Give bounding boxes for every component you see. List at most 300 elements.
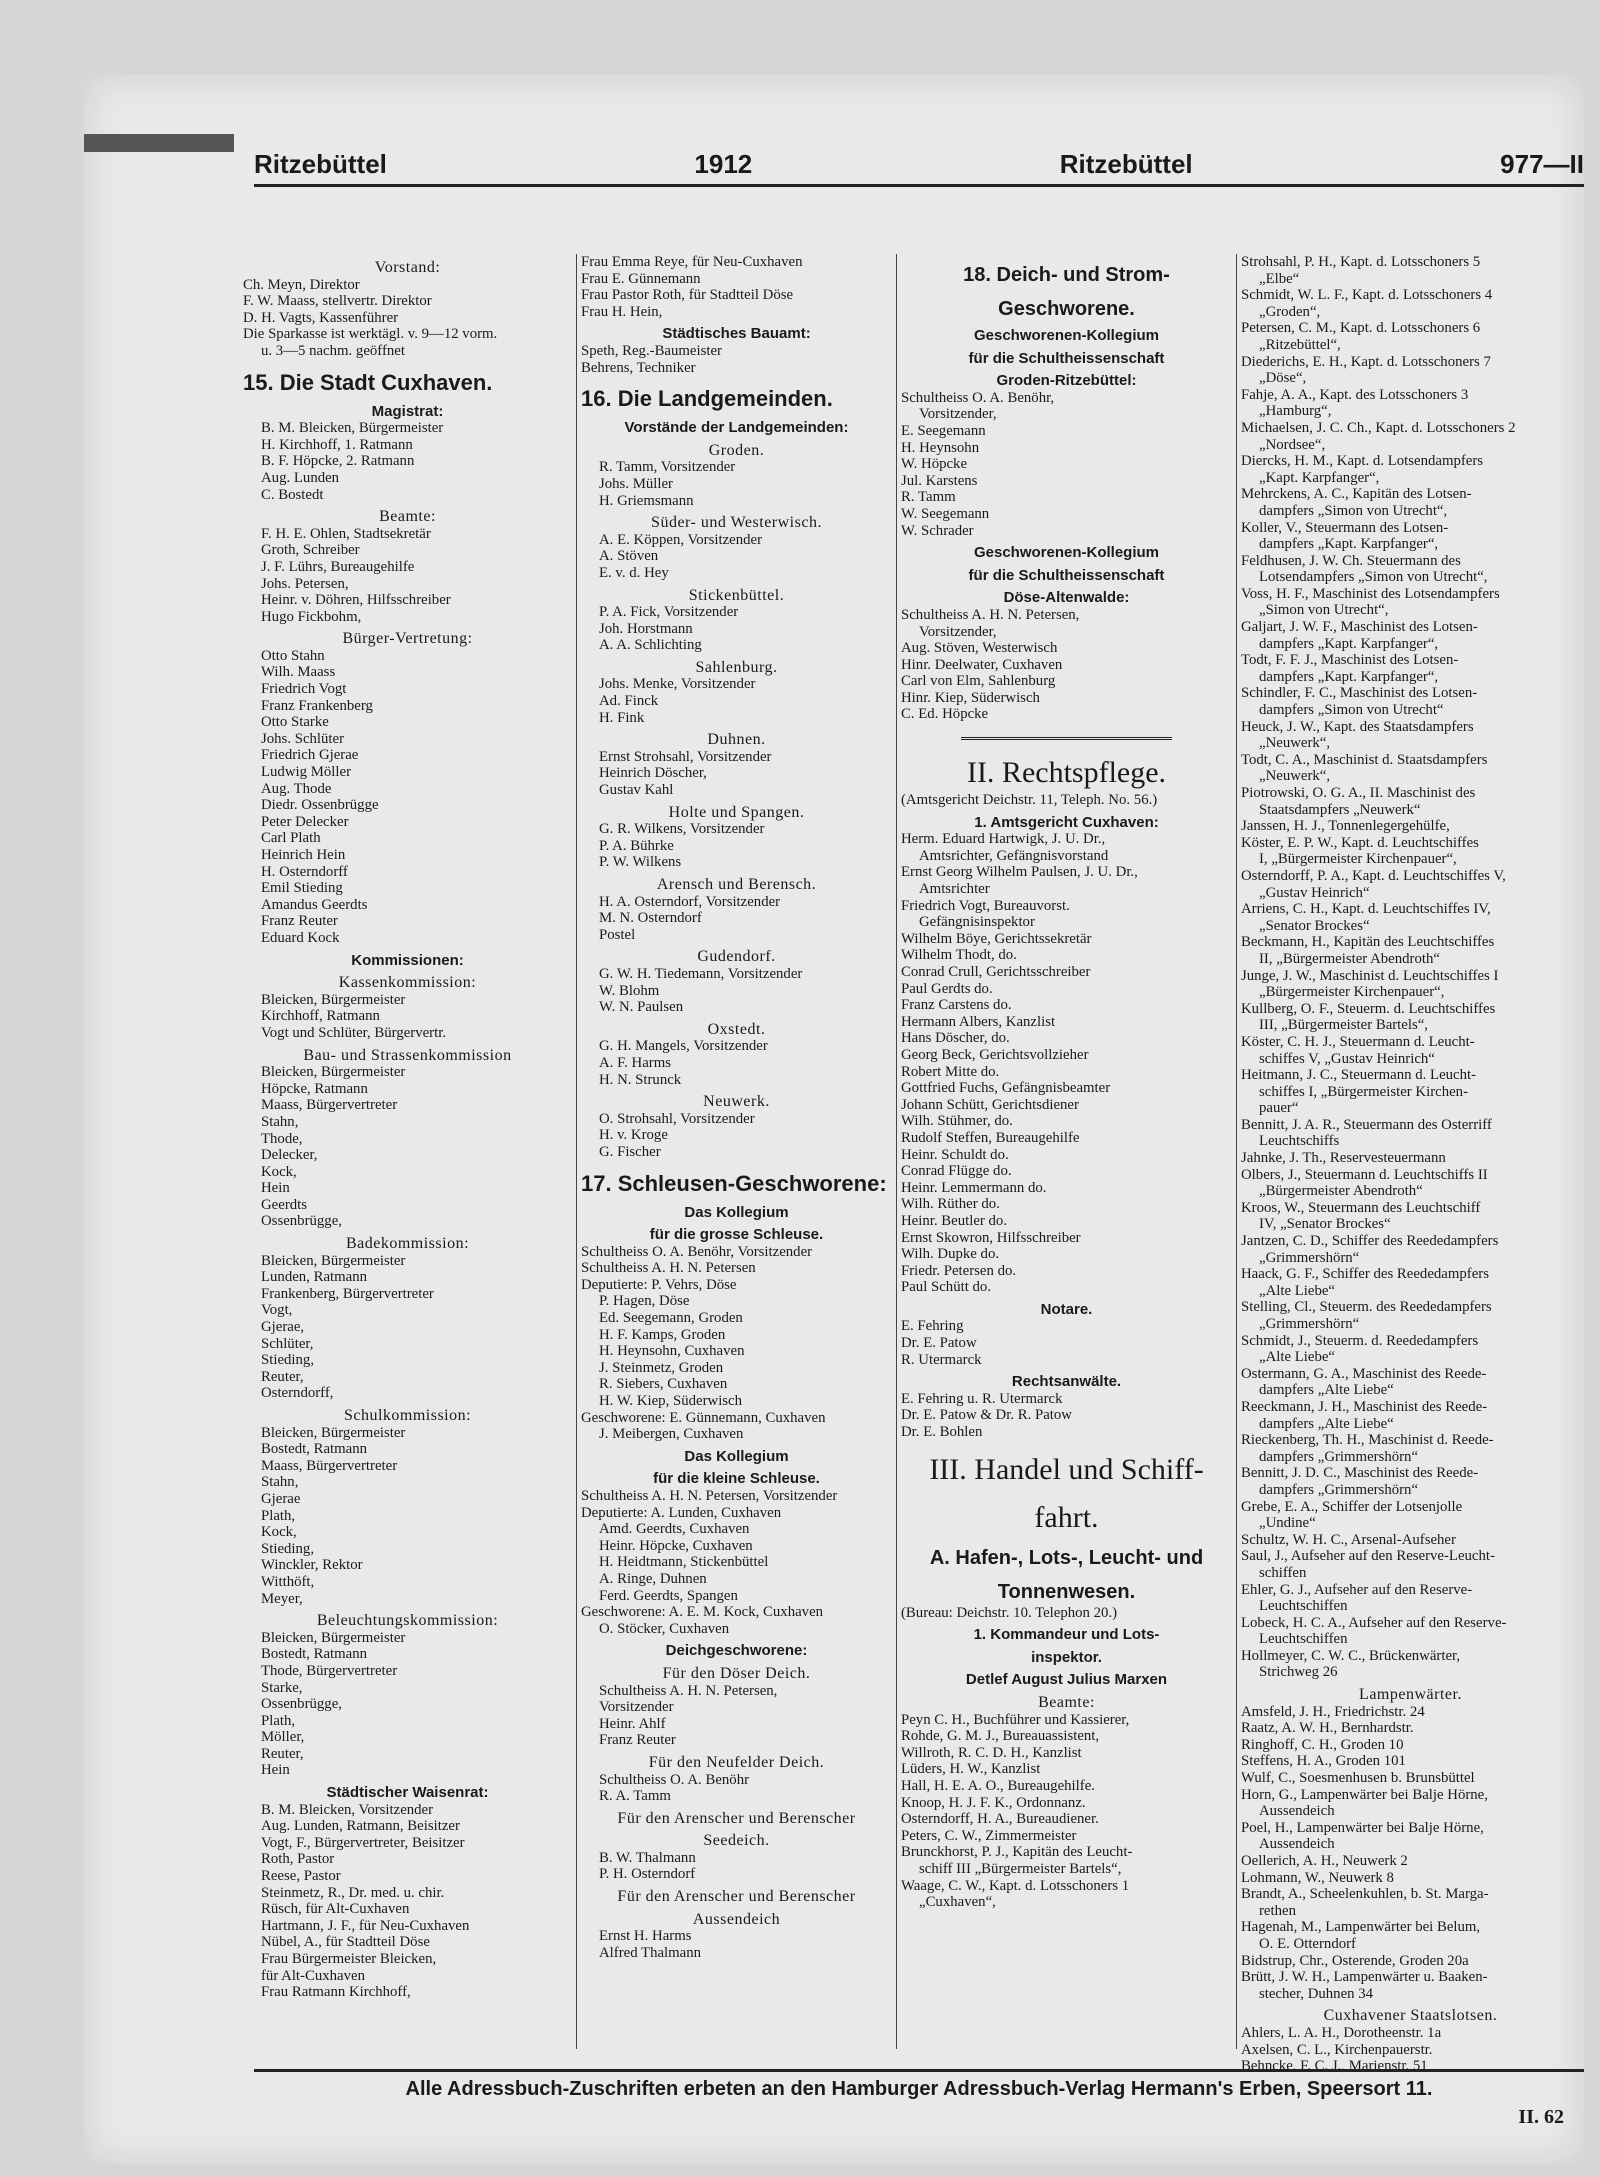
entry-line: Aug. Thode xyxy=(261,780,332,797)
entry-line: Schultheiss A. H. N. Petersen xyxy=(581,1260,756,1277)
entry-line: „Simon von Utrecht“, xyxy=(1259,602,1389,619)
entry-line: Johs. Schlüter xyxy=(261,730,345,747)
entry-line: Osterndorff, xyxy=(261,1385,334,1402)
entry-line: Koller, V., Steuermann des Lotsen- xyxy=(1241,519,1449,536)
entry-line: „Hamburg“, xyxy=(1259,403,1332,420)
entry-line: Oellerich, A. H., Neuwerk 2 xyxy=(1241,1853,1408,1869)
entry-line: H. Osterndorff xyxy=(261,863,348,880)
entry-line: III, „Bürgermeister Bartels“, xyxy=(1259,1017,1429,1034)
entry-line: Behrens, Techniker xyxy=(581,359,696,376)
entry-line: Steinmetz, R., Dr. med. u. chir. xyxy=(261,1884,445,1901)
entry-line: Todt, F. F. J., Maschinist des Lotsen- xyxy=(1241,652,1459,669)
entry-line: W. Höpcke xyxy=(901,456,968,473)
entry-line: Amtsrichter xyxy=(919,881,990,898)
column-2 xyxy=(577,254,897,2049)
entry-line: W. Schrader xyxy=(901,522,974,539)
entry-line: Frau Ratmann Kirchhoff, xyxy=(261,1984,411,2001)
entry-line: Thode, xyxy=(261,1130,303,1147)
entry-line: Brandt, A., Scheelenkuhlen, b. St. Marga- xyxy=(1241,1886,1489,1903)
entry-line: Kock, xyxy=(261,1524,297,1541)
entry-line: Hugo Fickbohm, xyxy=(261,608,362,625)
entry-line: Starke, xyxy=(261,1679,303,1696)
section-heading: Sahlenburg. xyxy=(695,658,778,676)
entry-line: Robert Mitte do. xyxy=(901,1063,1000,1080)
entry-line: schiff III „Bürgermeister Bartels“, xyxy=(919,1860,1122,1877)
section-heading: Aussendeich xyxy=(692,1910,781,1928)
entry-line: P. Hagen, Döse xyxy=(599,1293,690,1310)
section-heading: Deichgeschworene: xyxy=(665,1642,808,1660)
columns xyxy=(239,254,1584,2075)
column-1 xyxy=(239,254,577,2049)
entry-line: Friedrich Vogt, Bureauvorst. xyxy=(901,897,1070,914)
entry-line: Friedrich Gjerae xyxy=(261,747,359,764)
entry-line: Horn, G., Lampenwärter bei Balje Hörne, xyxy=(1241,1786,1488,1803)
entry-line: P. A. Fick, Vorsitzender xyxy=(599,604,739,621)
entry-line: H. v. Kroge xyxy=(599,1127,668,1144)
entry-line: Wulf, C., Soesmenhusen b. Brunsbüttel xyxy=(1241,1770,1475,1787)
entry-line: Ostermann, G. A., Maschinist des Reede- xyxy=(1241,1365,1487,1382)
section-heading: Döse-Altenwalde: xyxy=(1003,589,1130,607)
section-heading: für die Schultheissenschaft xyxy=(968,566,1165,584)
entry-line: Bidstrup, Chr., Osterende, Groden 20a xyxy=(1241,1952,1469,1969)
entry-line: Herm. Eduard Hartwigk, J. U. Dr., xyxy=(901,831,1106,848)
entry-line: Peyn C. H., Buchführer und Kassierer, xyxy=(901,1711,1130,1728)
entry-line: Bostedt, Ratmann xyxy=(261,1441,368,1458)
entry-line: Jahnke, J. Th., Reservesteuermann xyxy=(1241,1150,1446,1167)
entry-line: Franz Carstens do. xyxy=(901,997,1012,1014)
entry-line: A. Ringe, Duhnen xyxy=(599,1570,707,1587)
entry-line: Höpcke, Ratmann xyxy=(261,1080,368,1097)
section-heading: Das Kollegium xyxy=(684,1203,789,1221)
entry-line: Heinrich Hein xyxy=(261,847,346,863)
section-heading: Für den Arenscher und Berenscher xyxy=(617,1888,856,1906)
entry-line: Junge, J. W., Maschinist d. Leuchtschiffes I xyxy=(1241,967,1499,984)
entry-line: Stieding, xyxy=(261,1540,315,1557)
entry-line: Wilhelm Thodt, do. xyxy=(901,947,1017,964)
entry-line: Otto Starke xyxy=(261,714,329,731)
section-heading: Beleuchtungskommission: xyxy=(316,1612,499,1630)
entry-line: H. Heidtmann, Stickenbüttel xyxy=(599,1554,769,1571)
entry-line: Frau E. Günnemann xyxy=(581,270,701,287)
entry-line: dampfers „Grimmershörn“ xyxy=(1259,1481,1419,1498)
entry-line: Bostedt, Ratmann xyxy=(261,1646,368,1663)
entry-line: Diedr. Ossenbrügge xyxy=(261,797,379,814)
entry-line: Osterndorff, P. A., Kapt. d. Leuchtschiffes V, xyxy=(1241,867,1506,884)
section-heading: Duhnen. xyxy=(707,731,766,749)
entry-line: Johs. Müller xyxy=(599,475,673,492)
entry-line: H. N. Strunck xyxy=(599,1071,682,1088)
entry-line: Leuchtschiffen xyxy=(1259,1631,1348,1648)
entry-line: Gottfried Fuchs, Gefängnisbeamter xyxy=(901,1080,1111,1097)
entry-line: Deputierte: P. Vehrs, Döse xyxy=(581,1276,737,1293)
section-heading: Für den Neufelder Deich. xyxy=(648,1753,825,1771)
entry-line: Franz Frankenberg xyxy=(261,697,373,714)
entry-line: Nübel, A., für Stadtteil Döse xyxy=(261,1934,430,1951)
entry-line: Hermann Albers, Kanzlist xyxy=(901,1013,1056,1030)
entry-line: Friedr. Petersen do. xyxy=(901,1262,1017,1279)
entry-line: Reese, Pastor xyxy=(261,1868,341,1885)
header-right: Ritzebüttel xyxy=(1059,148,1193,179)
entry-line: IV, „Senator Brockes“ xyxy=(1259,1216,1391,1233)
section-heading: Für den Arenscher und Berenscher xyxy=(617,1809,856,1827)
entry-line: Schmidt, W. L. F., Kapt. d. Lotsschoners 4 xyxy=(1241,287,1493,304)
entry-line: schiffes V, „Gustav Heinrich“ xyxy=(1259,1050,1435,1067)
entry-line: Amandus Geerdts xyxy=(261,896,368,913)
entry-line: rethen xyxy=(1259,1902,1296,1919)
entry-line: Georg Beck, Gerichtsvollzieher xyxy=(901,1046,1089,1063)
entry-line: Voss, H. F., Maschinist des Lotsendampfers xyxy=(1241,585,1500,602)
section-heading: Oxstedt. xyxy=(707,1020,766,1038)
entry-line: Heinr. Lemmermann do. xyxy=(901,1179,1047,1196)
entry-line: Heitmann, J. C., Steuermann d. Leucht- xyxy=(1241,1067,1477,1084)
entry-line: Johs. Petersen, xyxy=(261,575,349,592)
entry-line: (Bureau: Deichstr. 10. Telephon 20.) xyxy=(901,1604,1118,1621)
footer-notice: Alle Adressbuch-Zuschriften erbeten an den Hamburger Adressbuch-Verlag Hermann's Erben, Speersort 11. xyxy=(405,2078,1433,2100)
entry-line: „Ritzebüttel“, xyxy=(1259,336,1341,353)
entry-line: Bleicken, Bürgermeister xyxy=(261,991,406,1008)
entry-line: Willroth, R. C. D. H., Kanzlist xyxy=(901,1744,1082,1761)
entry-line: Reeckmann, J. H., Maschinist des Reede- xyxy=(1241,1398,1488,1415)
section-heading: 16. Die Landgemeinden. xyxy=(581,386,833,412)
entry-line: Kullberg, O. F., Steuerm. d. Leuchtschiffes xyxy=(1241,1000,1496,1017)
entry-line: Schlüter, xyxy=(261,1335,314,1352)
entry-line: dampfers „Alte Liebe“ xyxy=(1259,1382,1394,1399)
entry-line: Heinr. Höpcke, Cuxhaven xyxy=(599,1537,753,1554)
entry-line: Stahn, xyxy=(261,1474,299,1491)
entry-line: Ringhoff, C. H., Groden 10 xyxy=(1241,1736,1404,1753)
entry-line: Lobeck, H. C. A., Aufseher auf den Reserve- xyxy=(1241,1614,1507,1631)
section-heading: Schulkommission: xyxy=(343,1407,472,1424)
entry-line: Schultheiss A. H. N. Petersen, xyxy=(599,1682,778,1699)
section-heading: Geschworenen-Kollegium xyxy=(973,544,1160,562)
entry-line: „Alte Liebe“ xyxy=(1259,1349,1335,1366)
entry-line: Schultz, W. H. C., Arsenal-Aufseher xyxy=(1241,1531,1456,1548)
entry-line: O. Stöcker, Cuxhaven xyxy=(599,1620,730,1637)
entry-line: Speth, Reg.-Baumeister xyxy=(581,342,722,359)
entry-line: u. 3—5 nachm. geöffnet xyxy=(261,342,405,359)
entry-line: Bleicken, Bürgermeister xyxy=(261,1424,406,1441)
entry-line: Haack, G. F., Schiffer des Reededampfers xyxy=(1241,1266,1489,1283)
entry-line: Osterndorff, H. A., Bureaudiener. xyxy=(901,1811,1099,1828)
entry-line: R. A. Tamm xyxy=(599,1788,671,1805)
entry-line: Paul Schütt do. xyxy=(901,1279,992,1296)
entry-line: Vogt, xyxy=(261,1302,293,1319)
entry-line: O. E. Otterndorf xyxy=(1259,1935,1356,1952)
entry-line: „Alte Liebe“ xyxy=(1259,1282,1335,1299)
entry-line: Todt, C. A., Maschinist d. Staatsdampfers xyxy=(1241,751,1488,768)
entry-line: Dr. E. Patow xyxy=(901,1335,977,1352)
entry-line: Witthöft, xyxy=(261,1573,315,1590)
document-page xyxy=(84,74,1584,2164)
entry-line: Mehrckens, A. C., Kapitän des Lotsen- xyxy=(1241,486,1472,503)
entry-line: Schultheiss A. H. N. Petersen, Vorsitzender xyxy=(581,1488,838,1504)
entry-line: Hagenah, M., Lampenwärter bei Belum, xyxy=(1241,1919,1481,1936)
entry-line: Schultheiss O. A. Benöhr xyxy=(599,1771,750,1788)
entry-line: dampfers „Grimmershörn“ xyxy=(1259,1448,1419,1465)
entry-line: Fahje, A. A., Kapt. des Lotsschoners 3 xyxy=(1241,386,1469,403)
entry-line: „Bürgermeister Kirchenpauer“, xyxy=(1259,984,1445,1001)
entry-line: Ernst Skowron, Hilfsschreiber xyxy=(901,1229,1081,1246)
entry-line: R. Utermarck xyxy=(901,1351,982,1368)
entry-line: Rüsch, für Alt-Cuxhaven xyxy=(261,1901,410,1918)
entry-line: Franz Reuter xyxy=(261,913,338,930)
entry-line: dampfers „Kapt. Karpfanger“, xyxy=(1259,635,1439,652)
entry-line: Aussendeich xyxy=(1259,1803,1335,1820)
entry-line: Lotsendampfers „Simon von Utrecht“, xyxy=(1259,569,1488,586)
section-heading: Tonnenwesen. xyxy=(997,1580,1136,1603)
entry-line: Bleicken, Bürgermeister xyxy=(261,1064,406,1081)
section-heading: Rechtsanwälte. xyxy=(1011,1373,1122,1391)
entry-line: W. N. Paulsen xyxy=(599,999,684,1016)
entry-line: R. Tamm xyxy=(901,489,956,506)
section-heading: II. Rechtspflege. xyxy=(966,756,1167,790)
section-heading: Notare. xyxy=(1040,1300,1093,1318)
entry-line: „Undine“ xyxy=(1259,1515,1316,1532)
entry-line: Hall, H. E. A. O., Bureaugehilfe. xyxy=(901,1777,1095,1794)
entry-line: Raatz, A. W. H., Bernhardstr. xyxy=(1241,1720,1414,1737)
entry-line: Frau Bürgermeister Bleicken, xyxy=(261,1951,437,1967)
entry-line: Olbers, J., Steuermann d. Leuchtschiffs II xyxy=(1241,1166,1488,1183)
entry-line: Groth, Schreiber xyxy=(261,542,360,559)
entry-line: Gefängnisinspektor xyxy=(919,914,1035,931)
entry-line: F. W. Maass, stellvertr. Direktor xyxy=(243,293,432,310)
entry-line: Friedrich Vogt xyxy=(261,681,347,698)
header-left: Ritzebüttel xyxy=(254,148,387,179)
entry-line: Rieckenberg, Th. H., Maschinist d. Reede- xyxy=(1241,1432,1494,1449)
entry-line: Delecker, xyxy=(261,1147,318,1164)
entry-line: Amtsrichter, Gefängnisvorstand xyxy=(919,847,1109,864)
entry-line: Ferd. Geerdts, Spangen xyxy=(599,1587,738,1604)
page-tab-marker xyxy=(84,134,234,152)
entry-line: B. W. Thalmann xyxy=(599,1849,696,1866)
entry-line: Dr. E. Bohlen xyxy=(901,1424,983,1441)
section-heading: fahrt. xyxy=(1034,1500,1099,1534)
section-heading: 15. Die Stadt Cuxhaven. xyxy=(243,369,493,395)
section-heading: Beamte: xyxy=(1038,1694,1095,1711)
entry-line: Strohsahl, P. H., Kapt. d. Lotsschoners 5 xyxy=(1241,254,1481,270)
entry-line: P. H. Osterndorf xyxy=(599,1866,696,1883)
entry-line: „Elbe“ xyxy=(1259,270,1300,287)
entry-line: Schmidt, J., Steuerm. d. Reededampfers xyxy=(1241,1332,1479,1349)
entry-line: C. Bostedt xyxy=(261,486,324,503)
entry-line: Deputierte: A. Lunden, Cuxhaven xyxy=(581,1504,782,1521)
entry-line: Reuter, xyxy=(261,1745,304,1762)
section-heading: Cuxhavener Staatslotsen. xyxy=(1323,2007,1498,2025)
entry-line: Plath, xyxy=(261,1712,296,1729)
entry-line: E. Fehring xyxy=(901,1318,964,1335)
entry-line: Maass, Bürgervertreter xyxy=(261,1457,398,1474)
page-footer xyxy=(254,2069,1584,2132)
section-heading: Süder- und Westerwisch. xyxy=(651,514,822,532)
entry-line: E. Seegemann xyxy=(901,422,986,439)
entry-line: Ahlers, L. A. H., Dorotheenstr. 1a xyxy=(1241,2024,1442,2041)
section-heading: Kassenkommission: xyxy=(338,974,477,992)
entry-line: Petersen, C. M., Kapt. d. Lotsschoners 6 xyxy=(1241,320,1481,337)
section-heading: Neuwerk. xyxy=(703,1093,770,1111)
section-divider xyxy=(961,737,1172,740)
entry-line: Saul, J., Aufseher auf den Reserve-Leucht- xyxy=(1241,1548,1495,1565)
section-heading: Holte und Spangen. xyxy=(668,803,805,821)
entry-line: A. Stöven xyxy=(599,548,659,565)
entry-line: Die Sparkasse ist werktägl. v. 9—12 vorm. xyxy=(243,326,498,343)
entry-line: Emil Stieding xyxy=(261,880,343,897)
entry-line: stecher, Duhnen 34 xyxy=(1259,1985,1374,2002)
entry-line: Knoop, H. J. F. K., Ordonnanz. xyxy=(901,1794,1086,1811)
entry-line: G. Fischer xyxy=(599,1143,661,1160)
entry-line: E. v. d. Hey xyxy=(599,564,669,581)
entry-line: H. A. Osterndorf, Vorsitzender xyxy=(599,893,781,910)
entry-line: schiffen xyxy=(1259,1564,1307,1581)
entry-line: dampfers „Kapt. Karpfanger“, xyxy=(1259,536,1439,553)
section-heading: Stickenbüttel. xyxy=(688,586,785,604)
column-4 xyxy=(1237,254,1584,2075)
entry-line: Carl Plath xyxy=(261,830,321,847)
entry-line: Hinr. Kiep, Süderwisch xyxy=(901,689,1040,706)
entry-line: Aug. Lunden, Ratmann, Beisitzer xyxy=(261,1818,460,1835)
entry-line: Hollmeyer, C. W. C., Brückenwärter, xyxy=(1241,1647,1461,1664)
entry-line: „Grimmershörn“ xyxy=(1259,1316,1360,1332)
entry-line: Bleicken, Bürgermeister xyxy=(261,1252,406,1269)
entry-line: „Neuwerk“, xyxy=(1259,735,1331,752)
entry-line: W. Seegemann xyxy=(901,505,990,522)
entry-line: Vorsitzender, xyxy=(919,623,997,640)
section-heading: für die grosse Schleuse. xyxy=(649,1226,824,1244)
entry-line: Roth, Pastor xyxy=(261,1851,335,1868)
entry-line: H. W. Kiep, Süderwisch xyxy=(599,1393,743,1410)
entry-line: A. F. Harms xyxy=(599,1054,671,1071)
entry-line: „Nordsee“, xyxy=(1259,436,1326,453)
entry-line: Schultheiss A. H. N. Petersen, xyxy=(901,606,1080,623)
entry-line: Janssen, H. J., Tonnenlegergehülfe, xyxy=(1241,818,1450,835)
entry-line: Poel, H., Lampenwärter bei Balje Hörne, xyxy=(1241,1819,1484,1836)
entry-line: Gustav Kahl xyxy=(599,782,674,799)
entry-line: Kroos, W., Steuermann des Leuchtschiff xyxy=(1241,1199,1481,1216)
entry-line: H. Heynsohn, Cuxhaven xyxy=(599,1343,745,1360)
entry-line: Heinr. Ahlf xyxy=(599,1715,666,1732)
entry-line: Rudolf Steffen, Bureaugehilfe xyxy=(901,1129,1080,1146)
column-3 xyxy=(897,254,1237,2049)
entry-line: E. Fehring u. R. Utermarck xyxy=(901,1390,1063,1407)
section-heading: Groden-Ritzebüttel: xyxy=(996,372,1137,390)
section-heading: Das Kollegium xyxy=(684,1447,789,1465)
entry-line: Ernst Georg Wilhelm Paulsen, J. U. Dr., xyxy=(901,864,1138,881)
entry-line: G. W. H. Tiedemann, Vorsitzender xyxy=(599,965,803,982)
entry-line: Piotrowski, O. G. A., II. Maschinist des xyxy=(1241,785,1476,801)
entry-line: Frau Pastor Roth, für Stadtteil Döse xyxy=(581,287,794,304)
entry-line: P. W. Wilkens xyxy=(599,854,682,871)
entry-line: Jul. Karstens xyxy=(901,472,978,489)
entry-line: dampfers „Kapt. Karpfanger“, xyxy=(1259,668,1439,685)
section-heading: A. Hafen-, Lots-, Leucht- und xyxy=(929,1546,1204,1569)
entry-line: Vogt, F., Bürgervertreter, Beisitzer xyxy=(261,1834,465,1851)
entry-line: (Amtsgericht Deichstr. 11, Teleph. No. 56.) xyxy=(901,792,1158,809)
entry-line: „Gustav Heinrich“ xyxy=(1259,884,1370,901)
entry-line: Steffens, H. A., Groden 101 xyxy=(1241,1753,1406,1770)
section-heading: Geschworene. xyxy=(998,298,1135,320)
entry-line: Grebe, E. A., Schiffer der Lotsenjolle xyxy=(1241,1498,1463,1515)
section-heading: Groden. xyxy=(708,441,765,459)
entry-line: „Bürgermeister Abendroth“ xyxy=(1259,1183,1423,1200)
entry-line: Heinr. v. Döhren, Hilfsschreiber xyxy=(261,592,451,609)
entry-line: Hinr. Deelwater, Cuxhaven xyxy=(901,656,1063,673)
entry-line: Ernst Strohsahl, Vorsitzender xyxy=(599,748,772,765)
entry-line: Lohmann, W., Neuwerk 8 xyxy=(1241,1869,1394,1886)
section-heading: III. Handel und Schiff- xyxy=(929,1452,1204,1486)
section-heading: Beamte: xyxy=(379,508,436,526)
entry-line: Johs. Menke, Vorsitzender xyxy=(599,676,756,693)
entry-line: Arriens, C. H., Kapt. d. Leuchtschiffes IV, xyxy=(1241,901,1491,918)
section-heading: Detlef August Julius Marxen xyxy=(965,1671,1168,1689)
entry-line: Galjart, J. W. F., Maschinist des Lotsen- xyxy=(1241,619,1478,636)
entry-line: Conrad Crull, Gerichtsschreiber xyxy=(901,964,1091,980)
entry-line: Franz Reuter xyxy=(599,1732,676,1749)
header-page-number: 977—II xyxy=(1500,148,1584,179)
entry-line: Conrad Flügge do. xyxy=(901,1163,1012,1180)
section-heading: Seedeich. xyxy=(703,1832,770,1850)
entry-line: Behncke, F. C. J., Marienstr. 51 xyxy=(1241,2058,1428,2075)
entry-line: Köster, C. H. J., Steuermann d. Leucht- xyxy=(1241,1033,1475,1050)
entry-line: Gjerae, xyxy=(261,1319,305,1336)
entry-line: Heinrich Döscher, xyxy=(599,765,707,782)
entry-line: Ed. Seegemann, Groden xyxy=(599,1310,743,1327)
entry-line: Axelsen, C. L., Kirchenpauerstr. xyxy=(1241,2041,1433,2058)
entry-line: dampfers „Simon von Utrecht“, xyxy=(1259,502,1448,519)
entry-line: W. Blohm xyxy=(599,982,660,999)
entry-line: B. F. Höpcke, 2. Ratmann xyxy=(261,453,415,470)
entry-line: schiffes I, „Bürgermeister Kirchen- xyxy=(1259,1083,1468,1100)
entry-line: Aussendeich xyxy=(1259,1836,1335,1853)
entry-line: J. Meibergen, Cuxhaven xyxy=(599,1426,744,1443)
entry-line: Hans Döscher, do. xyxy=(901,1030,1010,1047)
entry-line: Maass, Bürgervertreter xyxy=(261,1097,398,1114)
entry-line: Geschworene: E. Günnemann, Cuxhaven xyxy=(581,1409,826,1426)
entry-line: P. A. Bührke xyxy=(599,837,674,854)
entry-line: Geerdts xyxy=(261,1196,308,1213)
section-heading: Städtischer Waisenrat: xyxy=(326,1784,489,1802)
section-heading: Magistrat: xyxy=(371,402,444,420)
entry-line: Wilhelm Böye, Gerichtssekretär xyxy=(901,930,1092,947)
entry-line: Ehler, G. J., Aufseher auf den Reserve- xyxy=(1241,1581,1473,1598)
entry-line: O. Strohsahl, Vorsitzender xyxy=(599,1110,755,1127)
entry-line: „Groden“, xyxy=(1259,303,1321,320)
entry-line: Schultheiss O. A. Benöhr, Vorsitzender xyxy=(581,1243,813,1260)
entry-line: für Alt-Cuxhaven xyxy=(261,1967,365,1984)
entry-line: Thode, Bürgervertreter xyxy=(261,1662,398,1679)
footer-page-number: II. 62 xyxy=(1518,2106,1564,2128)
section-heading: inspektor. xyxy=(1031,1648,1102,1666)
entry-line: „Grimmershörn“ xyxy=(1259,1249,1360,1266)
entry-line: Hein xyxy=(261,1762,290,1779)
entry-line: Alfred Thalmann xyxy=(599,1944,702,1961)
entry-line: Geschworene: A. E. M. Kock, Cuxhaven xyxy=(581,1604,824,1621)
entry-line: Schindler, F. C., Maschinist des Lotsen- xyxy=(1241,685,1478,702)
section-heading: Bürger-Vertretung: xyxy=(342,630,473,648)
entry-line: Postel xyxy=(599,926,636,943)
entry-line: Amd. Geerdts, Cuxhaven xyxy=(599,1521,750,1538)
entry-line: Brunckhorst, P. J., Kapitän des Leucht- xyxy=(901,1844,1133,1861)
entry-line: Ad. Finck xyxy=(599,693,659,710)
entry-line: „Neuwerk“, xyxy=(1259,768,1331,785)
entry-line: Stelling, Cl., Steuerm. des Reededampfers xyxy=(1241,1299,1492,1316)
entry-line: Meyer, xyxy=(261,1590,303,1607)
entry-line: Rohde, G. M. J., Bureauassistent, xyxy=(901,1728,1100,1745)
entry-line: Staatsdampfers „Neuwerk“ xyxy=(1259,801,1421,818)
entry-line: Köster, E. P. W., Kapt. d. Leuchtschiffes xyxy=(1241,834,1479,851)
entry-line: H. Heynsohn xyxy=(901,439,980,456)
entry-line: Wilh. Stühmer, do. xyxy=(901,1113,1013,1130)
section-heading: Für den Döser Deich. xyxy=(662,1664,811,1682)
section-heading: Vorstand: xyxy=(374,259,441,276)
